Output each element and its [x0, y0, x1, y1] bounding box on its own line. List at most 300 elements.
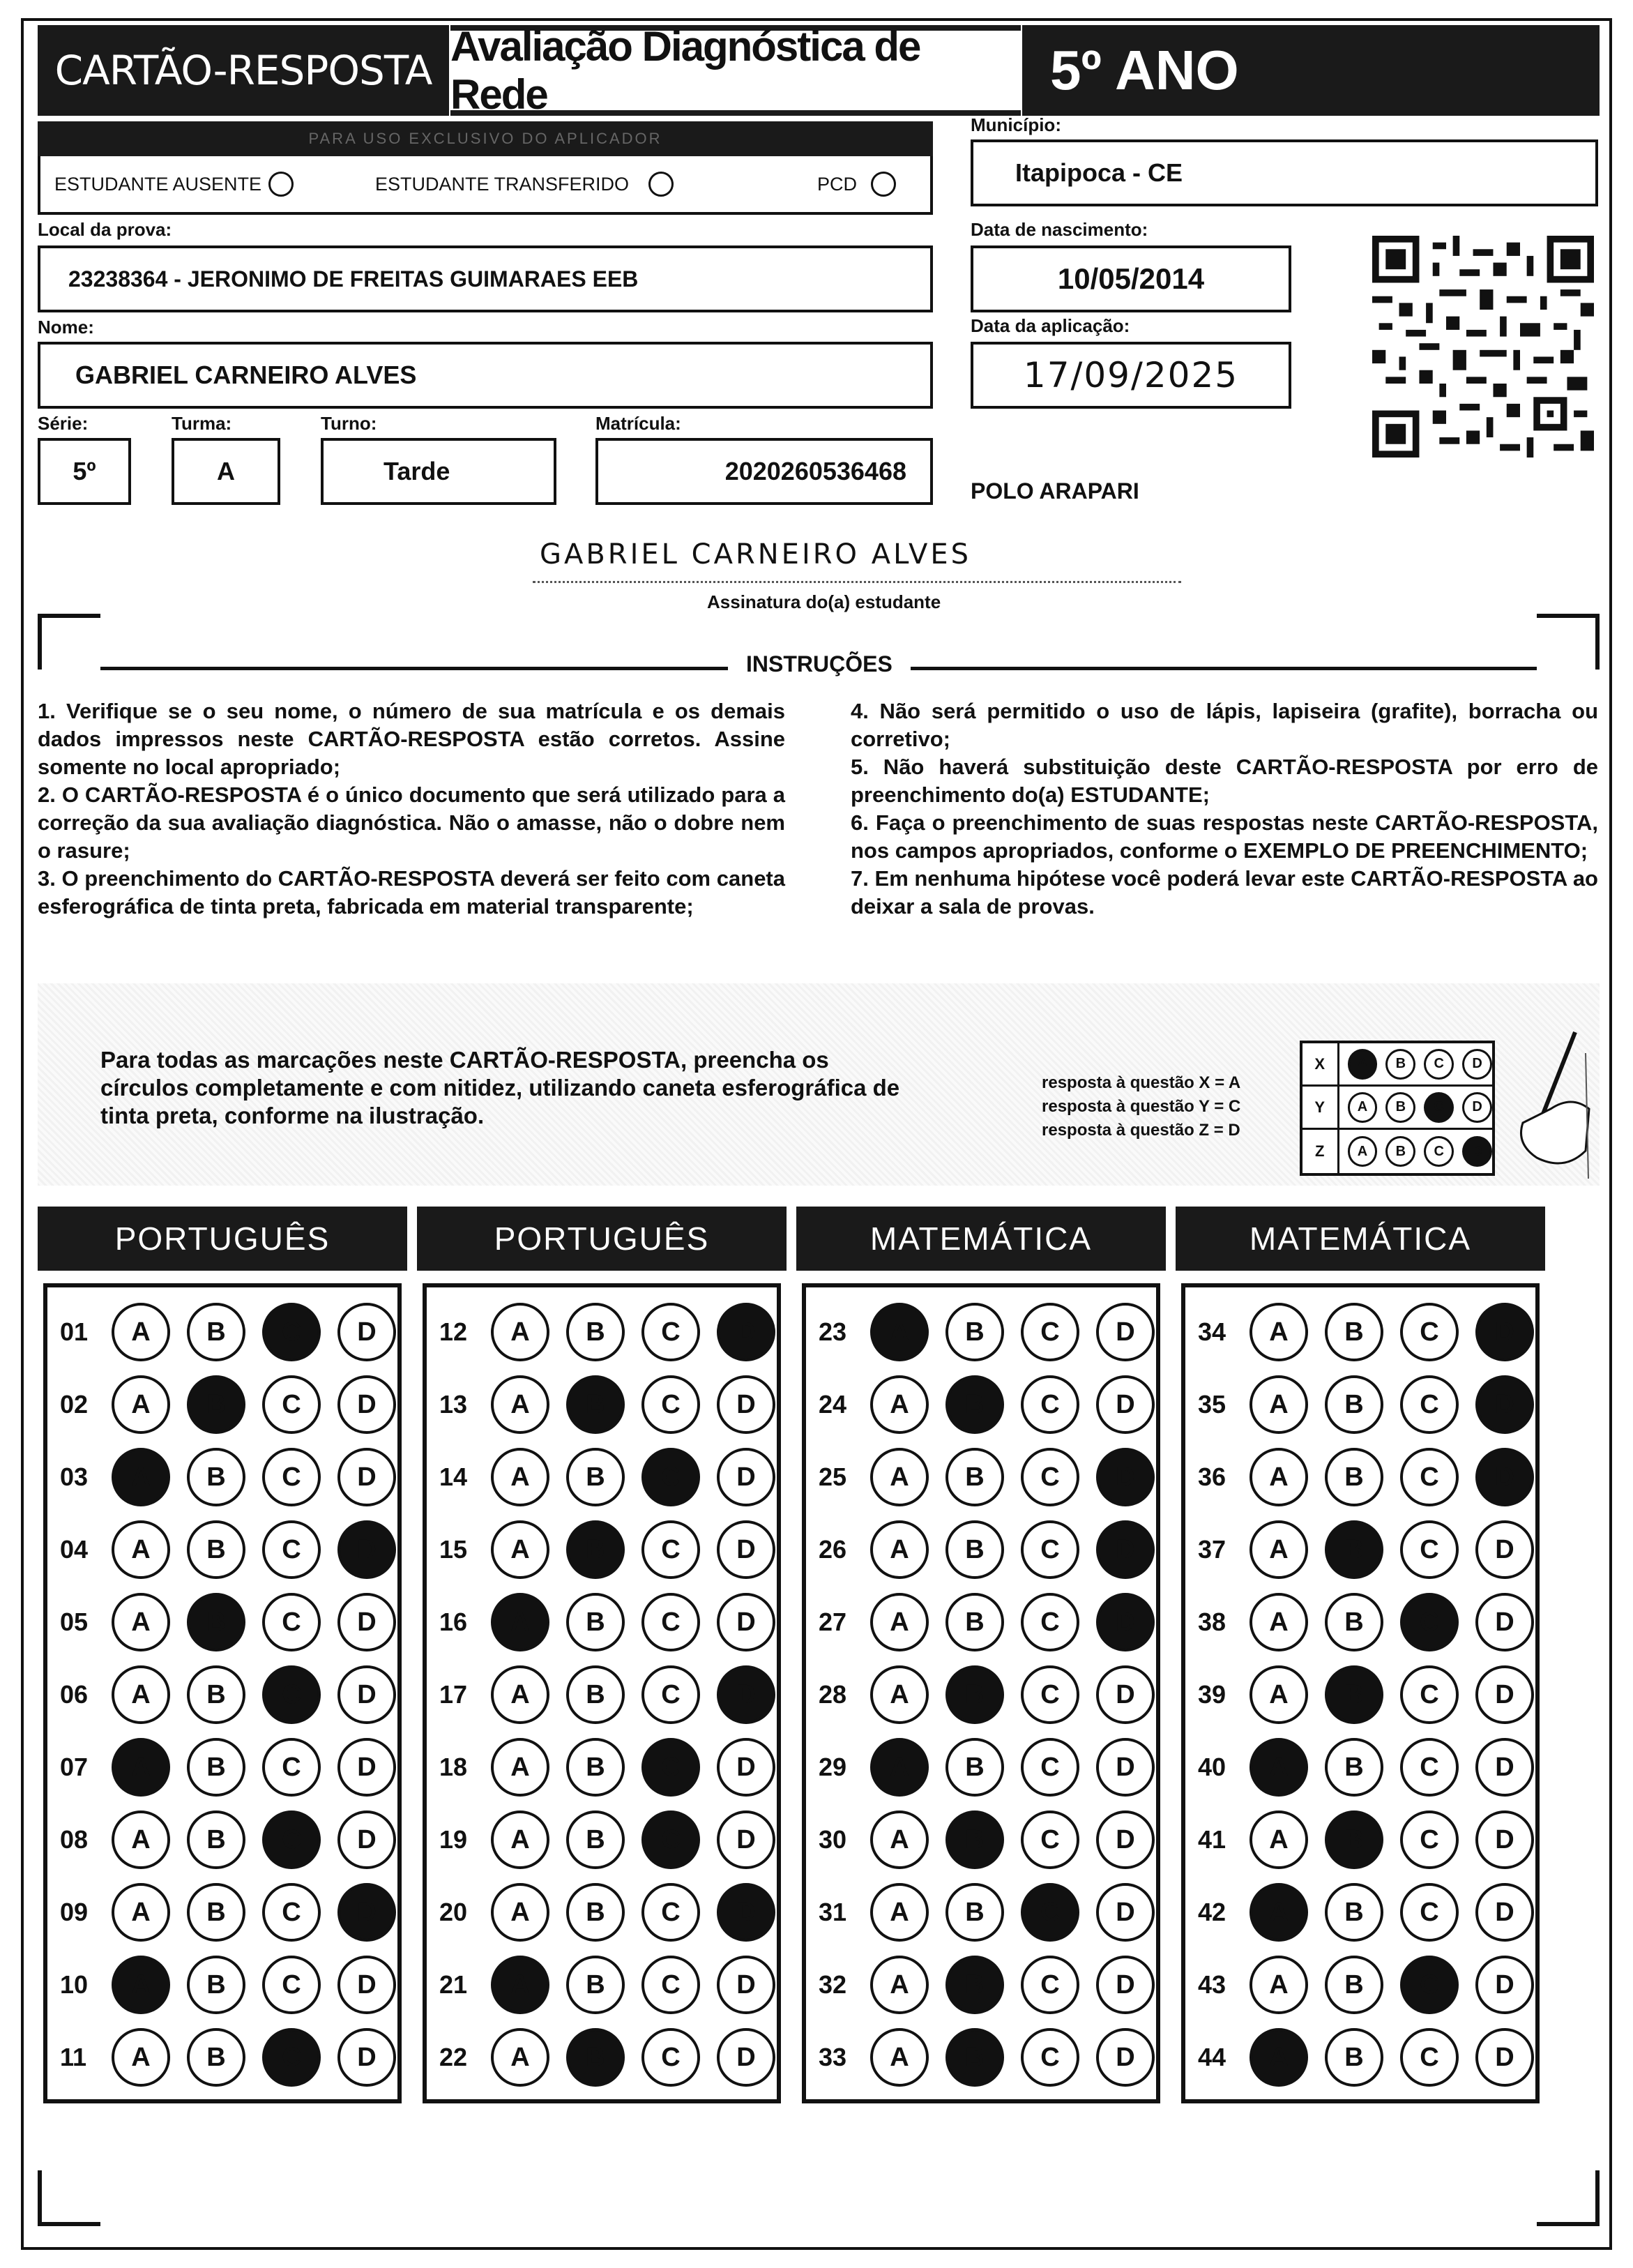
answer-bubble-c[interactable]: C: [1400, 1956, 1459, 2014]
question-row: [60, 1953, 413, 2017]
answer-bubble-b[interactable]: B: [566, 1303, 625, 1361]
answer-bubble-d[interactable]: D: [717, 1665, 775, 1724]
nome-field: [38, 342, 933, 409]
subject-header: MATEMÁTICA: [796, 1207, 1166, 1271]
instruction-1: 1. Verifique se o seu nome, o número de sua matrícula e os demais dados impressos neste CARTÃO-RESPOSTA estão corretos. Assine somente no local apropriado;: [38, 699, 785, 779]
answer-bubble-a[interactable]: A: [491, 1665, 549, 1724]
question-number: 17: [439, 1680, 468, 1709]
answer-bubble-a[interactable]: A: [870, 2028, 929, 2087]
question-row: [819, 1590, 1171, 1654]
answer-bubble-a[interactable]: A: [870, 1375, 929, 1434]
answer-bubble-b[interactable]: B: [566, 1883, 625, 1942]
question-number: 23: [819, 1317, 847, 1346]
answer-bubble-b[interactable]: B: [945, 1956, 1004, 2014]
answer-bubble-c[interactable]: C: [641, 1738, 700, 1797]
answer-bubble-a[interactable]: A: [870, 1303, 929, 1361]
answer-bubble-a[interactable]: A: [112, 1375, 170, 1434]
answer-bubble-c[interactable]: C: [1021, 1810, 1079, 1869]
answer-bubble-b[interactable]: B: [566, 1665, 625, 1724]
answer-bubble-d[interactable]: D: [1475, 2028, 1534, 2087]
flag-absent[interactable]: [54, 172, 294, 197]
question-row: [439, 1300, 792, 1364]
question-number: 38: [1198, 1608, 1226, 1636]
answer-bubble-b[interactable]: B: [187, 1665, 245, 1724]
answer-bubble-b[interactable]: B: [945, 1810, 1004, 1869]
answer-bubble-c[interactable]: C: [1400, 1883, 1459, 1942]
instruction-4: 4. Não será permitido o uso de lápis, lapiseira (grafite), borracha ou corretivo;: [851, 699, 1598, 751]
answer-bubble-b[interactable]: B: [187, 1520, 245, 1579]
nascimento-value: 10/05/2014: [1057, 262, 1205, 295]
question-row: [439, 1518, 792, 1582]
question-number: 04: [60, 1535, 89, 1564]
question-number: 30: [819, 1825, 847, 1854]
answer-bubble-a[interactable]: A: [491, 1810, 549, 1869]
question-row: [1198, 1735, 1551, 1799]
question-row: [60, 1880, 413, 1944]
answer-bubble-a[interactable]: A: [870, 1810, 929, 1869]
answer-bubble-a[interactable]: A: [1250, 1520, 1308, 1579]
answer-bubble-b[interactable]: B: [1325, 1448, 1383, 1506]
question-number: 43: [1198, 1970, 1226, 1999]
answer-bubble-d[interactable]: D: [717, 1303, 775, 1361]
example-text: Para todas as marcações neste CARTÃO-RESPOSTA, preencha os círculos completamente e com nitidez, utilizando caneta esferográfica de tinta preta, conforme na ilustração.: [100, 1047, 900, 1128]
answer-bubble-a[interactable]: A: [112, 2028, 170, 2087]
header-subtitle: Avaliação Diagnóstica de Rede: [450, 25, 1021, 116]
flag-absent-circle[interactable]: [268, 172, 294, 197]
answer-bubble-b[interactable]: B: [1325, 1375, 1383, 1434]
answer-bubble-a[interactable]: A: [112, 1593, 170, 1651]
answer-bubble-c[interactable]: C: [262, 1956, 321, 2014]
answer-bubble-d[interactable]: D: [717, 1520, 775, 1579]
answer-bubble-c[interactable]: C: [262, 1303, 321, 1361]
matricula-value: 2020260536468: [724, 457, 906, 485]
answer-bubble-c[interactable]: C: [1400, 1448, 1459, 1506]
answer-bubble-c[interactable]: C: [1021, 1738, 1079, 1797]
municipio-label: Município:: [971, 114, 1061, 135]
answer-bubble-d[interactable]: D: [337, 1665, 396, 1724]
answer-bubble-b[interactable]: B: [187, 1956, 245, 2014]
answer-bubble-d[interactable]: D: [717, 1738, 775, 1797]
answer-bubble-a[interactable]: A: [870, 1883, 929, 1942]
answer-bubble-d[interactable]: D: [337, 1593, 396, 1651]
instruction-2: 2. O CARTÃO-RESPOSTA é o único documento que será utilizado para a correção da sua avaliação diagnóstica. Não o amasse, não o dobre nem o rasure;: [38, 783, 785, 863]
answer-bubble-d[interactable]: D: [1096, 1738, 1155, 1797]
question-row: [1198, 1880, 1551, 1944]
answer-bubble-d[interactable]: D: [1475, 1665, 1534, 1724]
answer-bubble-d[interactable]: D: [337, 1738, 396, 1797]
question-row: [60, 2025, 413, 2089]
answer-bubble-d[interactable]: D: [1475, 1593, 1534, 1651]
answer-bubble-a[interactable]: A: [1250, 1593, 1308, 1651]
example-bubble-b: B: [1385, 1136, 1415, 1167]
instruction-5: 5. Não haverá substituição deste CARTÃO-RESPOSTA por erro de preenchimento do(a) ESTUDANTE;: [851, 755, 1598, 807]
example-question-label: X: [1302, 1043, 1339, 1084]
answer-bubble-c[interactable]: C: [641, 1665, 700, 1724]
answer-bubble-c[interactable]: C: [1400, 1738, 1459, 1797]
answer-bubble-b[interactable]: B: [187, 2028, 245, 2087]
answer-bubble-c[interactable]: C: [262, 1375, 321, 1434]
signature-text: GABRIEL CARNEIRO ALVES: [540, 538, 972, 570]
subject-header: PORTUGUÊS: [38, 1207, 407, 1271]
question-number: 25: [819, 1462, 847, 1491]
question-number: 09: [60, 1898, 89, 1926]
municipio-value: Itapipoca - CE: [1015, 158, 1183, 187]
local-value: 23238364 - JERONIMO DE FREITAS GUIMARAES EEB: [68, 266, 639, 292]
answer-bubble-c[interactable]: C: [641, 2028, 700, 2087]
fill-example: [38, 983, 1600, 1186]
question-row: [819, 1808, 1171, 1872]
answer-bubble-c[interactable]: C: [1400, 1810, 1459, 1869]
question-row: [439, 1663, 792, 1727]
answer-bubble-d[interactable]: D: [1475, 1520, 1534, 1579]
answer-bubble-b[interactable]: B: [566, 1810, 625, 1869]
answer-bubble-b[interactable]: B: [945, 1665, 1004, 1724]
example-row: [1302, 1087, 1492, 1130]
answer-bubble-c[interactable]: C: [1400, 1593, 1459, 1651]
question-number: 03: [60, 1462, 89, 1491]
answer-bubble-c[interactable]: C: [1021, 1956, 1079, 2014]
answer-bubble-d[interactable]: D: [1096, 2028, 1155, 2087]
answer-bubble-c[interactable]: C: [1021, 1448, 1079, 1506]
answer-bubble-c[interactable]: C: [1400, 1375, 1459, 1434]
example-bubble-d: D: [1462, 1092, 1492, 1123]
answer-bubble-a[interactable]: A: [491, 1520, 549, 1579]
answer-bubble-c[interactable]: C: [262, 1810, 321, 1869]
answer-bubble-a[interactable]: A: [1250, 1303, 1308, 1361]
qr-code-icon: [1372, 236, 1594, 458]
question-number: 32: [819, 1970, 847, 1999]
answer-bubble-d[interactable]: D: [1096, 1593, 1155, 1651]
question-number: 14: [439, 1462, 468, 1491]
question-number: 33: [819, 2043, 847, 2071]
answer-bubble-b[interactable]: B: [945, 1593, 1004, 1651]
answer-bubble-d[interactable]: D: [1475, 1956, 1534, 2014]
answer-bubble-a[interactable]: A: [491, 1303, 549, 1361]
question-row: [60, 1445, 413, 1509]
answer-bubble-d[interactable]: D: [1475, 1883, 1534, 1942]
hand-pen-icon: [1509, 1025, 1593, 1179]
turno-value: Tarde: [383, 457, 450, 485]
answer-bubble-c[interactable]: C: [262, 1883, 321, 1942]
question-row: [60, 1808, 413, 1872]
question-row: [439, 1735, 792, 1799]
answer-bubble-b[interactable]: B: [945, 1375, 1004, 1434]
answer-bubble-c[interactable]: C: [262, 1593, 321, 1651]
instruction-6: 6. Faça o preenchimento de suas respostas neste CARTÃO-RESPOSTA, nos campos apropriados, conforme o EXEMPLO DE PREENCHIMENTO;: [851, 810, 1598, 863]
answer-bubble-b[interactable]: B: [1325, 1956, 1383, 2014]
answer-bubble-b[interactable]: B: [187, 1738, 245, 1797]
answer-bubble-b[interactable]: B: [945, 1303, 1004, 1361]
subject-answer-box: [1181, 1283, 1540, 2103]
answer-bubble-b[interactable]: B: [187, 1810, 245, 1869]
question-row: [819, 1445, 1171, 1509]
answer-bubble-d[interactable]: D: [337, 1883, 396, 1942]
question-row: [1198, 1518, 1551, 1582]
answer-bubble-b[interactable]: B: [566, 1738, 625, 1797]
answer-bubble-c[interactable]: C: [1021, 1303, 1079, 1361]
answer-bubble-c[interactable]: C: [641, 1448, 700, 1506]
answer-bubble-c[interactable]: C: [1021, 2028, 1079, 2087]
local-label: Local da prova:: [38, 219, 172, 240]
municipio-field: [971, 139, 1598, 206]
answer-bubble-d[interactable]: D: [1096, 1665, 1155, 1724]
question-number: 39: [1198, 1680, 1226, 1709]
answer-bubble-b[interactable]: B: [187, 1303, 245, 1361]
example-bubble-c: C: [1424, 1049, 1454, 1080]
answer-bubble-c[interactable]: C: [1400, 1303, 1459, 1361]
instructions-left: [38, 697, 785, 921]
question-row: [60, 1518, 413, 1582]
answer-bubble-b[interactable]: B: [566, 1448, 625, 1506]
example-bubble-a: A: [1348, 1136, 1378, 1167]
answer-bubble-b[interactable]: B: [1325, 1665, 1383, 1724]
answer-bubble-b[interactable]: B: [187, 1883, 245, 1942]
answer-bubble-a[interactable]: A: [491, 2028, 549, 2087]
answer-bubble-b[interactable]: B: [566, 1375, 625, 1434]
answer-bubble-a[interactable]: A: [491, 1448, 549, 1506]
question-number: 44: [1198, 2043, 1226, 2071]
flag-pcd[interactable]: [817, 172, 896, 197]
answer-bubble-c[interactable]: C: [262, 1520, 321, 1579]
answer-bubble-c[interactable]: C: [262, 1665, 321, 1724]
question-row: [1198, 1808, 1551, 1872]
instructions-title: INSTRUÇÕES: [728, 651, 911, 677]
question-row: [60, 1590, 413, 1654]
answer-bubble-d[interactable]: D: [1096, 1520, 1155, 1579]
answer-bubble-a[interactable]: A: [1250, 1810, 1308, 1869]
example-bubble-c: C: [1424, 1136, 1454, 1167]
question-number: 11: [60, 2043, 87, 2071]
question-row: [439, 1808, 792, 1872]
answer-bubble-c[interactable]: C: [262, 1448, 321, 1506]
answer-bubble-a[interactable]: A: [1250, 1665, 1308, 1724]
answer-bubble-a[interactable]: A: [491, 1375, 549, 1434]
answer-bubble-d[interactable]: D: [337, 1303, 396, 1361]
answer-bubble-c[interactable]: C: [641, 1303, 700, 1361]
answer-bubble-d[interactable]: D: [337, 1810, 396, 1869]
example-bubble-a: A: [1348, 1092, 1378, 1123]
instruction-3: 3. O preenchimento do CARTÃO-RESPOSTA deverá ser feito com caneta esferográfica de tinta preta, fabricada em material transparente;: [38, 866, 785, 918]
answer-bubble-c[interactable]: C: [1400, 2028, 1459, 2087]
answer-bubble-a[interactable]: A: [870, 1593, 929, 1651]
example-legend-y: resposta à questão Y = C: [1042, 1097, 1241, 1116]
answer-bubble-c[interactable]: C: [1400, 1520, 1459, 1579]
answer-bubble-b[interactable]: B: [1325, 1883, 1383, 1942]
answer-bubble-d[interactable]: D: [717, 2028, 775, 2087]
answer-bubble-d[interactable]: D: [337, 1375, 396, 1434]
example-legend: [1042, 1071, 1240, 1142]
local-field: [38, 245, 933, 312]
serie-value: 5º: [73, 457, 96, 485]
example-legend-z: resposta à questão Z = D: [1042, 1121, 1240, 1140]
answer-bubble-a[interactable]: A: [870, 1520, 929, 1579]
question-row: [60, 1373, 413, 1437]
nascimento-field: [971, 245, 1291, 312]
answer-bubble-c[interactable]: C: [262, 2028, 321, 2087]
answer-bubble-b[interactable]: B: [945, 1883, 1004, 1942]
question-row: [1198, 1663, 1551, 1727]
question-number: 29: [819, 1753, 847, 1781]
answer-bubble-a[interactable]: A: [870, 1956, 929, 2014]
answer-bubble-a[interactable]: A: [870, 1738, 929, 1797]
answer-bubble-b[interactable]: B: [1325, 1303, 1383, 1361]
question-number: 34: [1198, 1317, 1226, 1346]
answer-bubble-d[interactable]: D: [717, 1593, 775, 1651]
answer-bubble-a[interactable]: A: [870, 1665, 929, 1724]
turma-label: Turma:: [172, 413, 232, 434]
nascimento-label: Data de nascimento:: [971, 219, 1148, 240]
question-row: [1198, 2025, 1551, 2089]
answer-bubble-b[interactable]: B: [945, 2028, 1004, 2087]
flag-pcd-circle[interactable]: [871, 172, 896, 197]
subject-answer-box: [423, 1283, 781, 2103]
polo-label: POLO ARAPARI: [971, 478, 1139, 504]
answer-bubble-a[interactable]: A: [1250, 1738, 1308, 1797]
answer-bubble-b[interactable]: B: [1325, 1520, 1383, 1579]
answer-bubble-b[interactable]: B: [187, 1593, 245, 1651]
answer-bubble-c[interactable]: C: [641, 1520, 700, 1579]
answer-bubble-b[interactable]: B: [1325, 1738, 1383, 1797]
question-number: 26: [819, 1535, 847, 1564]
answer-bubble-d[interactable]: D: [717, 1956, 775, 2014]
flag-transferred[interactable]: [375, 172, 674, 197]
answer-bubble-b[interactable]: B: [566, 1593, 625, 1651]
answer-bubble-a[interactable]: A: [112, 1738, 170, 1797]
turno-field: [321, 438, 556, 505]
answer-bubble-d[interactable]: D: [337, 2028, 396, 2087]
question-row: [439, 1373, 792, 1437]
answer-bubble-c[interactable]: C: [262, 1738, 321, 1797]
answer-bubble-b[interactable]: B: [187, 1448, 245, 1506]
answer-bubble-d[interactable]: D: [337, 1956, 396, 2014]
answer-bubble-c[interactable]: C: [641, 1956, 700, 2014]
answer-bubble-c[interactable]: C: [641, 1810, 700, 1869]
answer-bubble-b[interactable]: B: [566, 1956, 625, 2014]
answer-bubble-d[interactable]: D: [717, 1810, 775, 1869]
answer-bubble-d[interactable]: D: [1096, 1448, 1155, 1506]
answer-bubble-c[interactable]: C: [641, 1883, 700, 1942]
example-grid: [1300, 1041, 1495, 1176]
answer-bubble-a[interactable]: A: [112, 1303, 170, 1361]
question-number: 22: [439, 2043, 468, 2071]
question-number: 18: [439, 1753, 468, 1781]
applicator-bar: PARA USO EXCLUSIVO DO APLICADOR: [38, 121, 933, 156]
corner-mark-bottom-right: [1537, 2170, 1600, 2226]
answer-bubble-b[interactable]: B: [1325, 2028, 1383, 2087]
answer-bubble-d[interactable]: D: [1475, 1303, 1534, 1361]
answer-bubble-d[interactable]: D: [337, 1448, 396, 1506]
answer-bubble-c[interactable]: C: [1021, 1375, 1079, 1434]
answer-bubble-b[interactable]: B: [566, 1520, 625, 1579]
answer-bubble-a[interactable]: A: [1250, 2028, 1308, 2087]
answer-bubble-a[interactable]: A: [1250, 1883, 1308, 1942]
question-row: [439, 1445, 792, 1509]
answer-bubble-a[interactable]: A: [112, 1520, 170, 1579]
question-number: 02: [60, 1390, 89, 1419]
question-number: 07: [60, 1753, 89, 1781]
answer-bubble-a[interactable]: A: [112, 1448, 170, 1506]
answer-bubble-b[interactable]: B: [945, 1448, 1004, 1506]
answer-bubble-d[interactable]: D: [1475, 1448, 1534, 1506]
header-grade: 5º ANO: [1022, 25, 1600, 116]
answer-bubble-d[interactable]: D: [1096, 1883, 1155, 1942]
question-row: [819, 1373, 1171, 1437]
signature-line[interactable]: [533, 538, 1181, 583]
flag-transferred-circle[interactable]: [648, 172, 674, 197]
answer-bubble-d[interactable]: D: [717, 1448, 775, 1506]
question-number: 20: [439, 1898, 468, 1926]
answer-bubble-a[interactable]: A: [491, 1593, 549, 1651]
question-number: 31: [819, 1898, 847, 1926]
aplicacao-label: Data da aplicação:: [971, 315, 1130, 336]
answer-bubble-b[interactable]: B: [945, 1520, 1004, 1579]
question-number: 37: [1198, 1535, 1226, 1564]
subject-header: MATEMÁTICA: [1176, 1207, 1545, 1271]
example-row: [1302, 1130, 1492, 1173]
question-number: 16: [439, 1608, 468, 1636]
answer-bubble-d[interactable]: D: [1096, 1375, 1155, 1434]
answer-bubble-a[interactable]: A: [1250, 1448, 1308, 1506]
question-row: [60, 1663, 413, 1727]
answer-bubble-c[interactable]: C: [1400, 1665, 1459, 1724]
answer-bubble-c[interactable]: C: [641, 1375, 700, 1434]
answer-bubble-c[interactable]: C: [1021, 1883, 1079, 1942]
answer-bubble-a[interactable]: A: [491, 1956, 549, 2014]
answer-bubble-b[interactable]: B: [1325, 1593, 1383, 1651]
answer-bubble-a[interactable]: A: [1250, 1375, 1308, 1434]
example-legend-x: resposta à questão X = A: [1042, 1073, 1241, 1092]
answer-bubble-d[interactable]: D: [1096, 1956, 1155, 2014]
answer-bubble-b[interactable]: B: [187, 1375, 245, 1434]
aplicacao-field[interactable]: [971, 342, 1291, 409]
answer-bubble-c[interactable]: C: [641, 1593, 700, 1651]
answer-bubble-d[interactable]: D: [717, 1375, 775, 1434]
answer-bubble-d[interactable]: D: [1475, 1375, 1534, 1434]
answer-bubble-b[interactable]: B: [566, 2028, 625, 2087]
example-bubble-c: C: [1424, 1092, 1454, 1123]
answer-bubble-d[interactable]: D: [337, 1520, 396, 1579]
answer-bubble-a[interactable]: A: [491, 1738, 549, 1797]
turma-field: [172, 438, 280, 505]
example-row: [1302, 1043, 1492, 1087]
answer-bubble-d[interactable]: D: [717, 1883, 775, 1942]
answer-bubble-a[interactable]: A: [491, 1883, 549, 1942]
subject-answer-box: [43, 1283, 402, 2103]
answer-bubble-c[interactable]: C: [1021, 1665, 1079, 1724]
answer-bubble-c[interactable]: C: [1021, 1593, 1079, 1651]
question-row: [819, 2025, 1171, 2089]
example-question-label: Y: [1302, 1087, 1339, 1128]
instruction-7: 7. Em nenhuma hipótese você poderá levar este CARTÃO-RESPOSTA ao deixar a sala de provas.: [851, 866, 1598, 918]
answer-bubble-a[interactable]: A: [112, 1665, 170, 1724]
question-row: [439, 1880, 792, 1944]
answer-bubble-d[interactable]: D: [1475, 1810, 1534, 1869]
answer-bubble-d[interactable]: D: [1096, 1303, 1155, 1361]
answer-bubble-c[interactable]: C: [1021, 1520, 1079, 1579]
answer-bubble-d[interactable]: D: [1096, 1810, 1155, 1869]
answer-bubble-a[interactable]: A: [112, 1883, 170, 1942]
question-row: [1198, 1445, 1551, 1509]
answer-bubble-a[interactable]: A: [112, 1956, 170, 2014]
signature-label: Assinatura do(a) estudante: [707, 591, 941, 612]
answer-bubble-b[interactable]: B: [1325, 1810, 1383, 1869]
question-number: 24: [819, 1390, 847, 1419]
answer-bubble-d[interactable]: D: [1475, 1738, 1534, 1797]
answer-bubble-a[interactable]: A: [870, 1448, 929, 1506]
answer-bubble-a[interactable]: A: [1250, 1956, 1308, 2014]
answer-bubble-b[interactable]: B: [945, 1738, 1004, 1797]
answer-bubble-a[interactable]: A: [112, 1810, 170, 1869]
